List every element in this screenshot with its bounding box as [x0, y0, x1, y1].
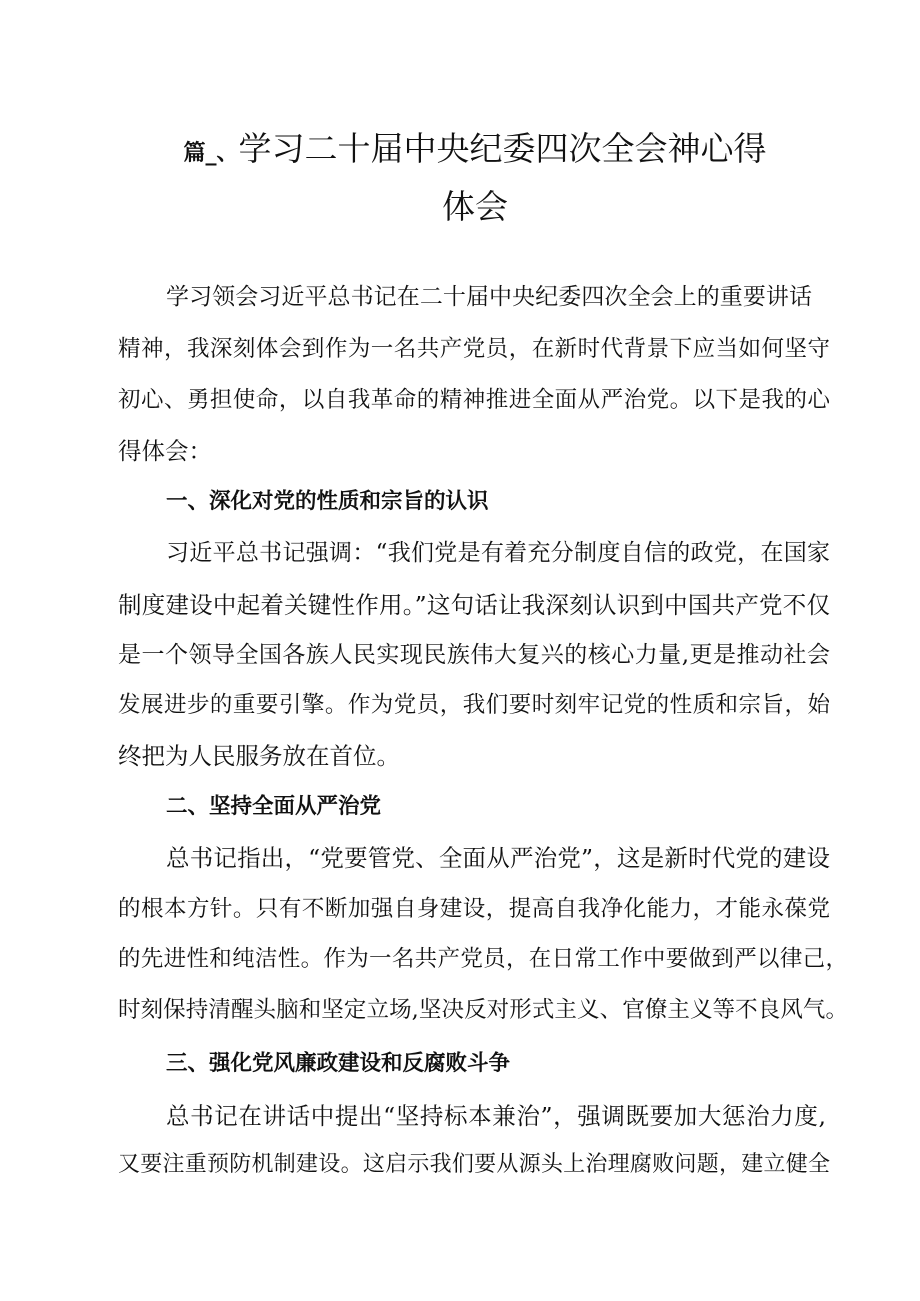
- section-2-heading: 二、坚持全面从严治党: [166, 794, 382, 819]
- section-2-line-3: 的先进性和纯洁性。作为一名共产党员，在日常工作中要做到严以律己，: [118, 946, 849, 972]
- section-3-heading: 三、强化党风廉政建设和反腐败斗争: [166, 1051, 511, 1076]
- title-text: 学习二十届中央纪委四次全会神心得: [238, 129, 767, 168]
- section-1-line-2: 制度建设中起着关键性作用。”这句话让我深刻认识到中国共产党不仅: [118, 591, 831, 619]
- intro-line-4: 得体会：: [118, 437, 212, 465]
- section-2-line-4: 时刻保持清醒头脑和坚定立场,坚决反对形式主义、官僚主义等不良风气。: [118, 997, 849, 1023]
- section-3-line-2: 又要注重预防机制建设。这启示我们要从源头上治理腐败问题，建立健全: [118, 1152, 831, 1177]
- title-mark: _、: [205, 141, 239, 166]
- intro-line-1: 学习领会习近平总书记在二十届中央纪委四次全会上的重要讲话: [166, 284, 813, 310]
- section-1-line-4: 发展进步的重要引擎。作为党员，我们要时刻牢记党的性质和宗旨，始: [118, 692, 831, 718]
- document-title-line-2: 体会: [442, 187, 508, 226]
- section-2-line-2: 的根本方针。只有不断加强自身建设，提高自我净化能力，才能永葆党: [118, 896, 831, 922]
- intro-line-2: 精神，我深刻体会到作为一名共产党员，在新时代背景下应当如何坚守: [118, 336, 831, 362]
- section-1-line-3: 是一个领导全国各族人民实现民族伟大复兴的核心力量,更是推动社会: [118, 642, 831, 668]
- section-2-line-1: 总书记指出，“党要管党、全面从严治党”，这是新时代党的建设: [166, 844, 831, 872]
- title-prefix: 篇: [183, 141, 206, 166]
- section-3-line-1: 总书记在讲话中提出“坚持标本兼治”，强调既要加大惩治力度,: [166, 1102, 827, 1130]
- section-1-line-1: 习近平总书记强调：“我们党是有着充分制度自信的政党，在国家: [166, 540, 831, 566]
- document-title-line-1: [130, 128, 820, 175]
- section-1-line-5: 终把为人民服务放在首位。: [118, 742, 400, 770]
- section-1-heading: 一、深化对党的性质和宗旨的认识: [166, 489, 489, 514]
- intro-line-3: 初心、勇担使命，以自我革命的精神推进全面从严治党。以下是我的心: [118, 387, 831, 413]
